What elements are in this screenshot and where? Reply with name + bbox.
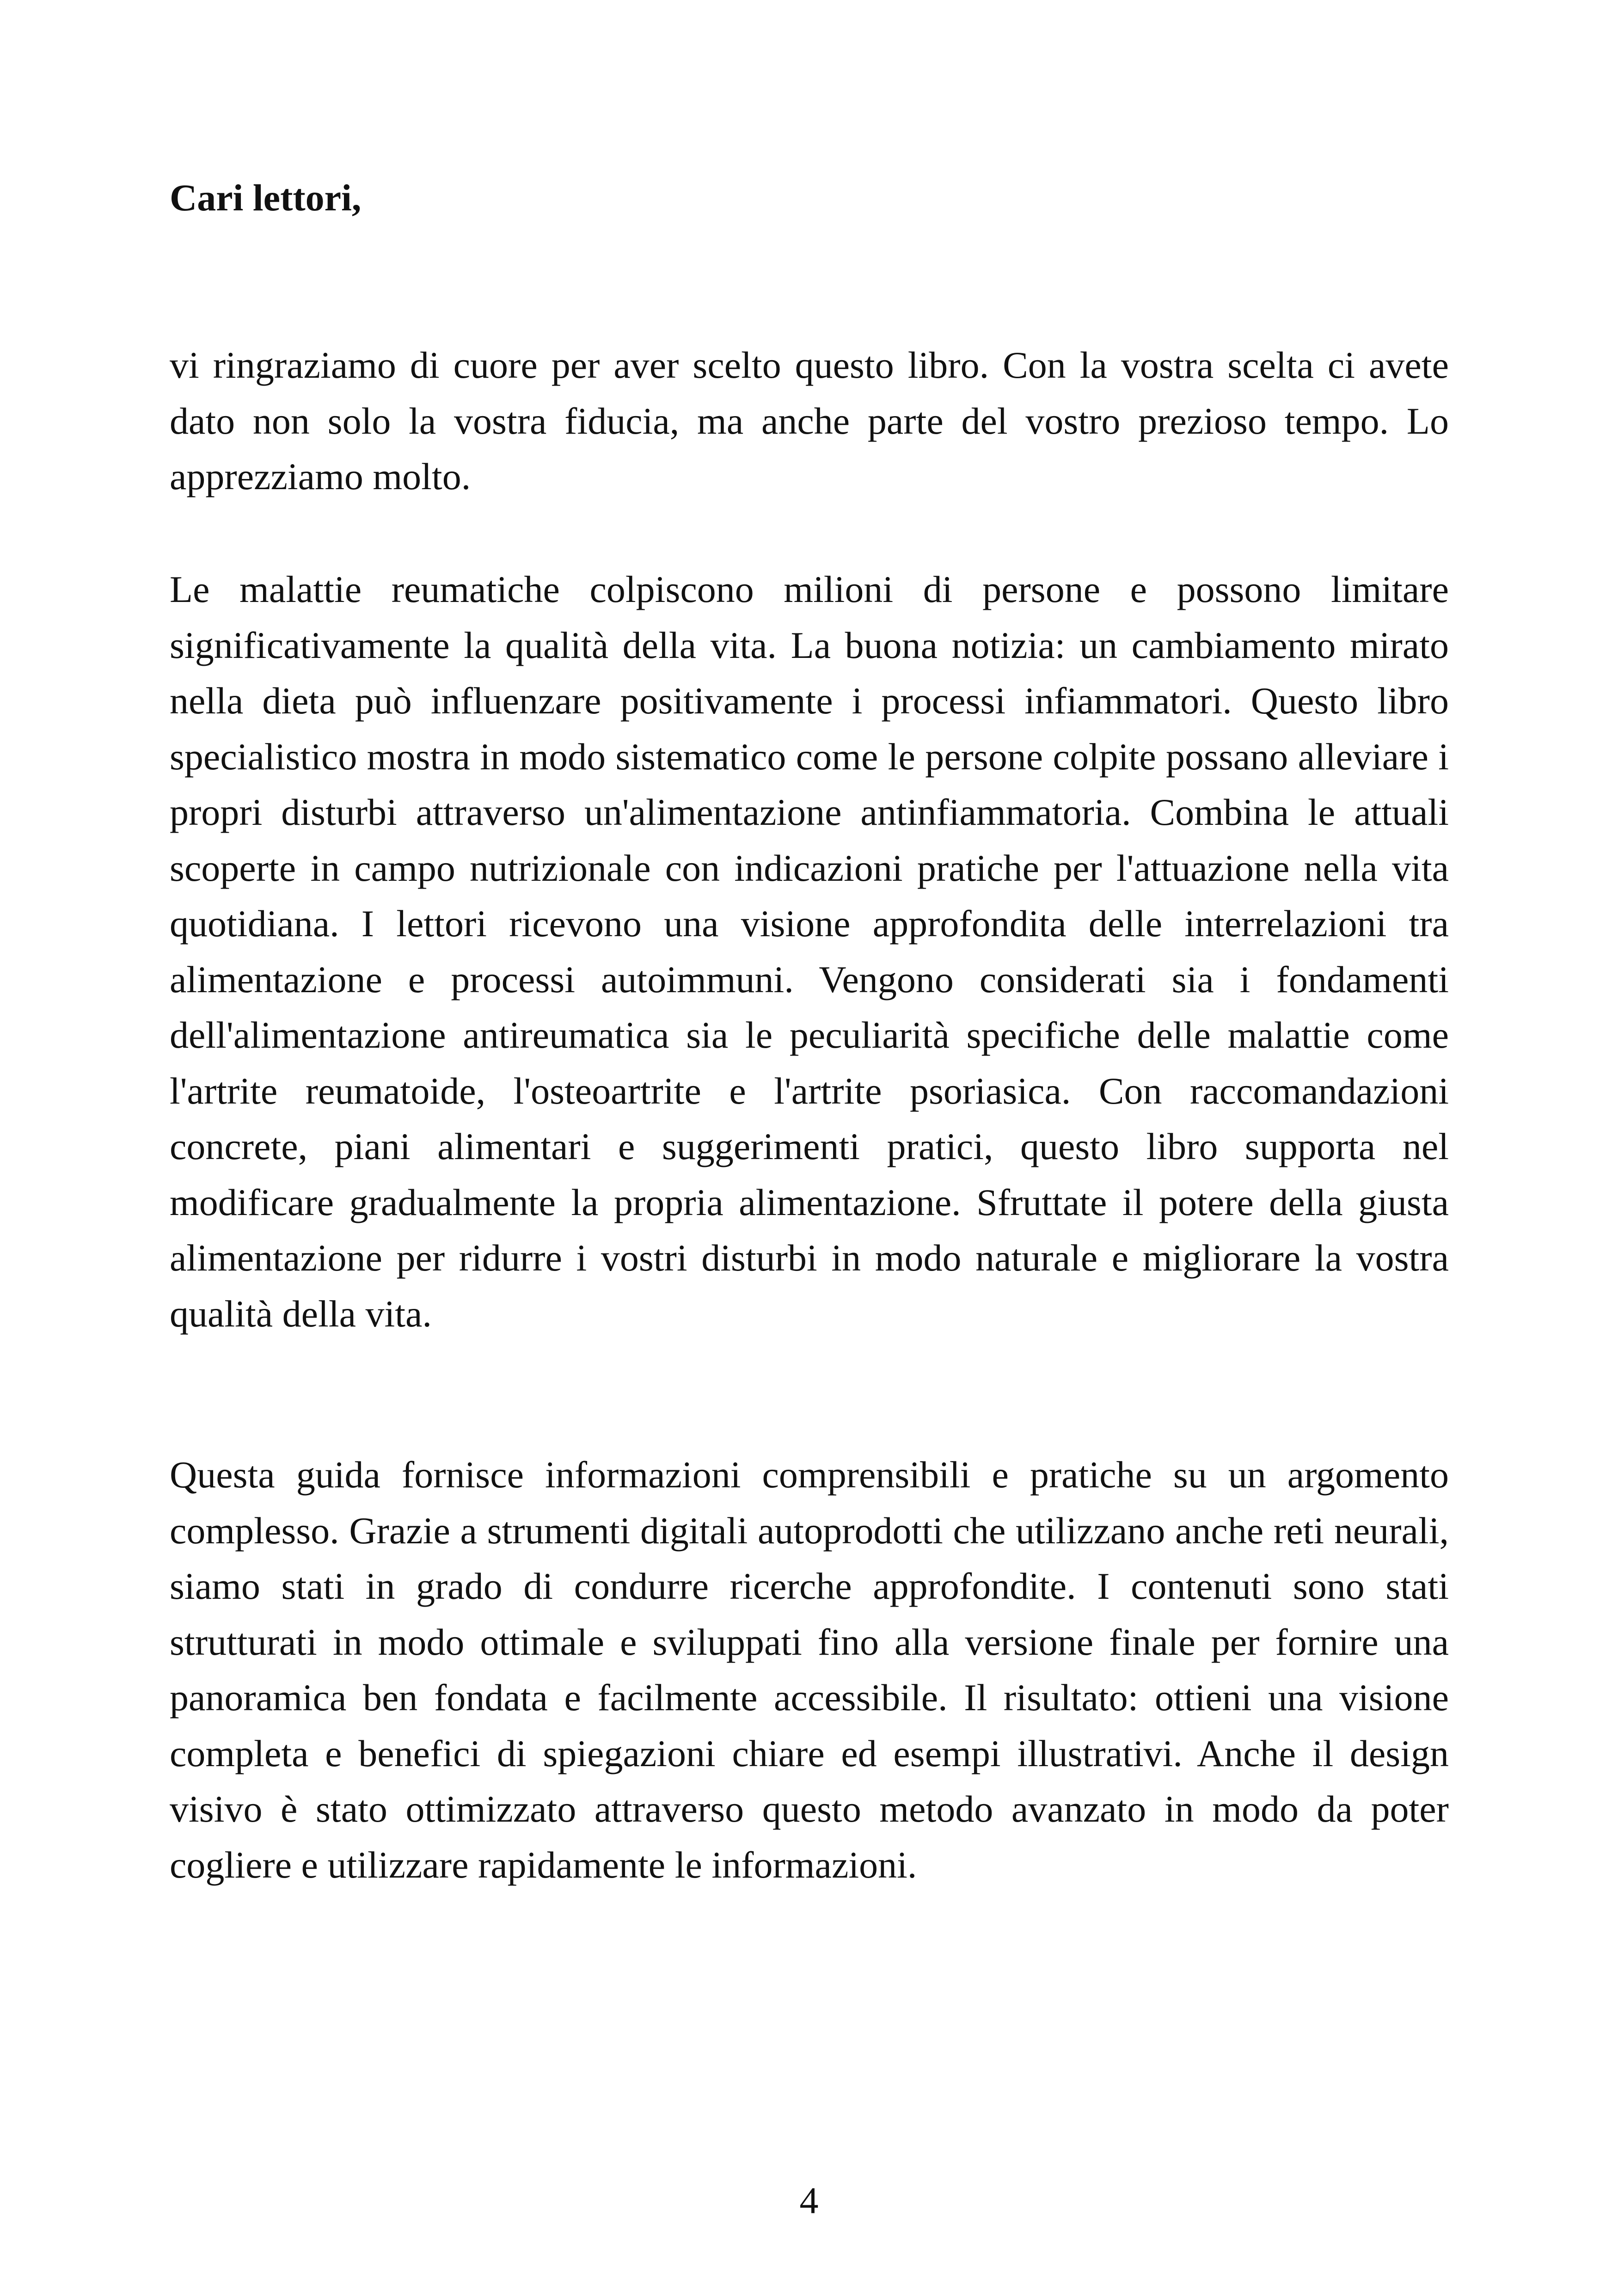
paragraph-book-description: Le malattie reumatiche colpiscono milioni di persone e possono limitare significativamente la qualità della vita. La buona notizia: un cambiamento mirato nella dieta può influenzare positivamente i processi infiammatori. Questo libro specialistico mostra in modo sistematico come le persone colpite possano alleviare i propri disturbi attraverso un'alimentazione antinfiammatoria. Combina le attuali scoperte in campo nutrizionale con indicazioni pratiche per l'attuazione nella vita quotidiana. I lettori ricevono una visione approfondita delle interrelazioni tra alimentazione e processi autoimmuni. Vengono considerati sia i fondamenti dell'alimentazione antireumatica sia le peculiarità specifiche delle malattie come l'artrite reumatoide, l'osteoartrite e l'artrite psoriasica. Con raccomandazioni concrete, piani alimentari e suggerimenti pratici, questo libro supporta nel modificare gradualmente la propria alimentazione. Sfruttate il potere della giusta alimentazione per ridurre i vostri disturbi in modo naturale e migliorare la vostra qualità della vita.: [170, 568, 1449, 1335]
salutation-heading: Cari lettori,: [170, 177, 362, 219]
paragraph-thanks: vi ringraziamo di cuore per aver scelto questo libro. Con la vostra scelta ci avete dato non solo la vostra fiducia, ma anche parte del vostro prezioso tempo. Lo apprezziamo molto.: [170, 344, 1449, 497]
paragraph-guide-method: Questa guida fornisce informazioni comprensibili e pratiche su un argomento complesso. Grazie a strumenti digitali autoprodotti che utilizzano anche reti neurali, siamo stati in grado di condurre ricerche approfondite. I contenuti sono stati strutturati in modo ottimale e sviluppati fino alla versione finale per fornire una panoramica ben fondata e facilmente accessibile. Il risultato: ottieni una visione completa e benefici di spiegazioni chiare ed esempi illustrativi. Anche il design visivo è stato ottimizzato attraverso questo metodo avanzato in modo da poter cogliere e utilizzare rapidamente le informazioni.: [170, 1454, 1449, 1886]
page-number: 4: [799, 2179, 819, 2222]
